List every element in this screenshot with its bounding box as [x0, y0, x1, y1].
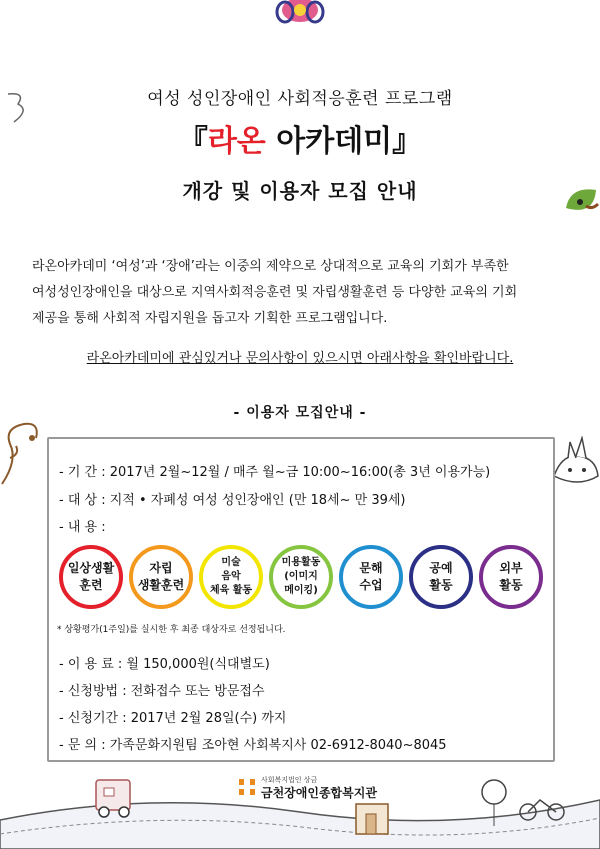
fee-row: - 이 용 료 : 월 150,000원(식대별도): [59, 657, 270, 672]
recruit-info-box: [47, 437, 555, 762]
program-line: 훈련: [79, 578, 103, 592]
recruit-heading: - 이용자 모집안내 -: [233, 405, 367, 421]
house-illustration: [356, 804, 388, 834]
program-circle: [59, 545, 123, 609]
title-rest: 아카데미』: [265, 124, 423, 159]
period-row: - 기 간 : 2017년 2월~12월 / 매주 월~금 10:00~16:00(총 3년 이용가능): [59, 465, 491, 480]
program-line: 체육 활동: [209, 585, 253, 596]
program-line: 자립: [149, 561, 173, 575]
content-row: - 내 용 :: [59, 520, 106, 535]
program-line: 활동: [499, 578, 523, 592]
program-line: 수업: [359, 578, 383, 592]
title-highlight: 라온: [207, 124, 266, 159]
program-line: 활동: [429, 578, 453, 592]
program-line: 생활훈련: [137, 578, 185, 592]
org-name: 금천장애인종합복지관: [261, 786, 377, 800]
title-open-bracket: 『: [177, 124, 208, 159]
program-line: 일상생활: [67, 561, 115, 575]
program-line: 공예: [429, 561, 453, 575]
program-line: 외부: [499, 561, 523, 575]
program-circle: [129, 545, 193, 609]
program-line: (이미지: [284, 571, 318, 582]
program-line: 미용활동: [281, 557, 321, 568]
vine-decoration: [0, 418, 50, 488]
program-circle: [199, 545, 263, 609]
flower-decoration: [250, 0, 350, 34]
program-circle: [339, 545, 403, 609]
program-circles: [59, 545, 549, 617]
program-line: 문해: [359, 561, 383, 575]
org-logo: [233, 773, 377, 801]
contact-row: - 문 의 : 가족문화지원팀 조아현 사회복지사 02-6912-8040~8045: [59, 738, 447, 753]
page-title: [0, 116, 600, 160]
program-subtitle: 여성 성인장애인 사회적응훈련 프로그램: [147, 89, 453, 109]
program-circle: [269, 545, 333, 609]
org-caption: 사회복지법인 상금: [261, 776, 318, 784]
intro-line: 라온아카데미 ‘여성’과 ‘장애’라는 이중의 제약으로 상대적으로 교육의 기회가 부족한: [32, 259, 509, 274]
program-circle: [479, 545, 543, 609]
selection-note: * 상황평가(1주일)를 실시한 후 최종 대상자로 선정됩니다.: [57, 625, 286, 635]
intro-line: 제공을 통해 사회적 자립지원을 돕고자 기획한 프로그램입니다.: [32, 311, 388, 326]
program-line: 메이킹): [284, 585, 318, 596]
method-row: - 신청방법 : 전화접수 또는 방문접수: [59, 684, 265, 699]
intro-line: 여성성인장애인을 대상으로 지역사회적응훈련 및 자립생활훈련 등 다양한 교육의 기회: [32, 285, 518, 300]
call-to-action: 라온아카데미에 관심있거나 문의사항이 있으시면 아래사항을 확인바랍니다.: [86, 351, 514, 366]
intro-paragraph: [32, 254, 577, 332]
program-line: 음악: [221, 571, 241, 582]
notice-heading: 개강 및 이용자 모집 안내: [182, 179, 418, 203]
deadline-row: - 신청기간 : 2017년 2월 28일(수) 까지: [59, 711, 287, 726]
program-circle: [409, 545, 473, 609]
program-line: 미술: [221, 557, 241, 568]
target-row: - 대 상 : 지적 • 자폐성 여성 성인장애인 (만 18세~ 만 39세): [59, 493, 406, 508]
org-logo-icon: [237, 777, 257, 797]
rabbit-decoration: [548, 436, 600, 496]
